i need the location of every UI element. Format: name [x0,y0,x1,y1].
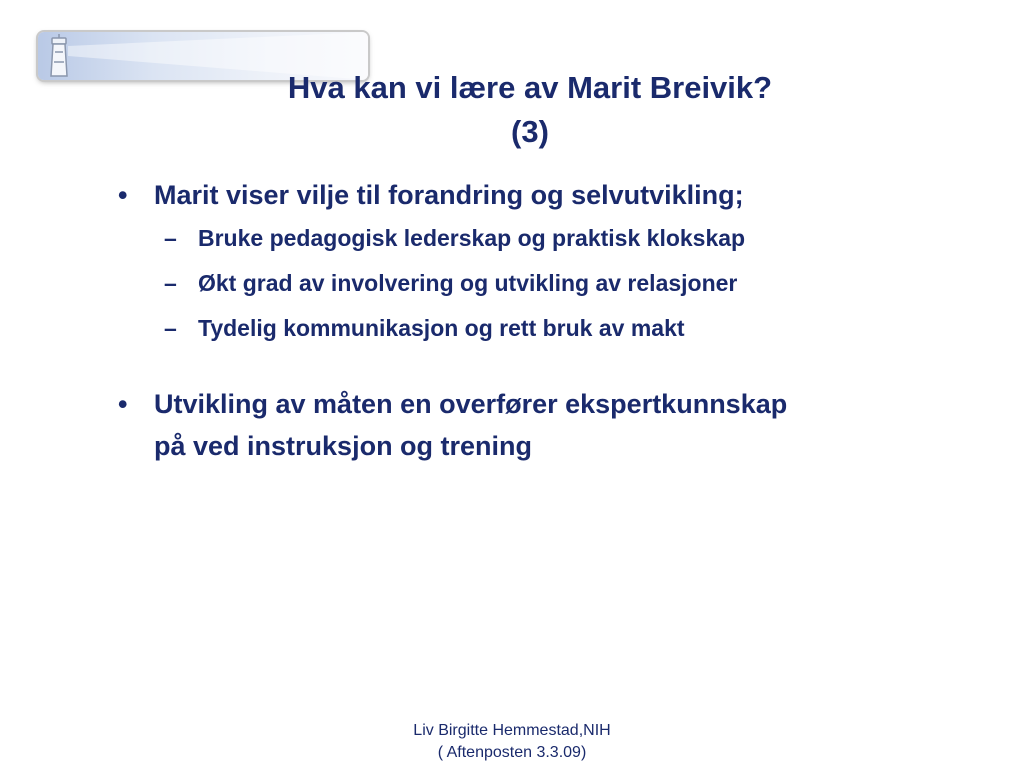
bullet-list [110,174,990,467]
bullet-item [110,383,990,467]
bullet-text: Marit viser vilje til forandring og selvutvikling; [154,180,744,210]
sub-bullet-marker: – [164,315,177,341]
sub-bullet-item [110,216,990,261]
footer-source: ( Aftenposten 3.3.09) [437,744,587,761]
sub-bullet-text: Bruke pedagogisk lederskap og praktisk klokskap [198,225,746,251]
sub-bullet-marker: – [164,225,177,251]
slide-title-line2: (3) [511,114,549,149]
bullet-text-line1: Utvikling av måten en overfører ekspertkunnskap [154,389,788,419]
slide-footer [312,720,712,764]
bullet-text-line2: på ved instruksjon og trening [154,431,533,461]
slide-title [120,66,940,154]
bullet-item [110,174,990,216]
sub-bullet-text: Økt grad av involvering og utvikling av relasjoner [198,270,738,296]
slide-title-line1: Hva kan vi lære av Marit Breivik? [287,70,773,105]
sub-bullet-item [110,306,990,351]
sub-bullet-item [110,261,990,306]
sub-bullet-marker: – [164,270,177,296]
bullet-marker: • [118,389,128,419]
bullet-marker: • [118,180,128,210]
footer-author: Liv Birgitte Hemmestad,NIH [413,722,611,739]
bullet-spacer [110,351,990,383]
sub-bullet-text: Tydelig kommunikasjon og rett bruk av makt [198,315,685,341]
